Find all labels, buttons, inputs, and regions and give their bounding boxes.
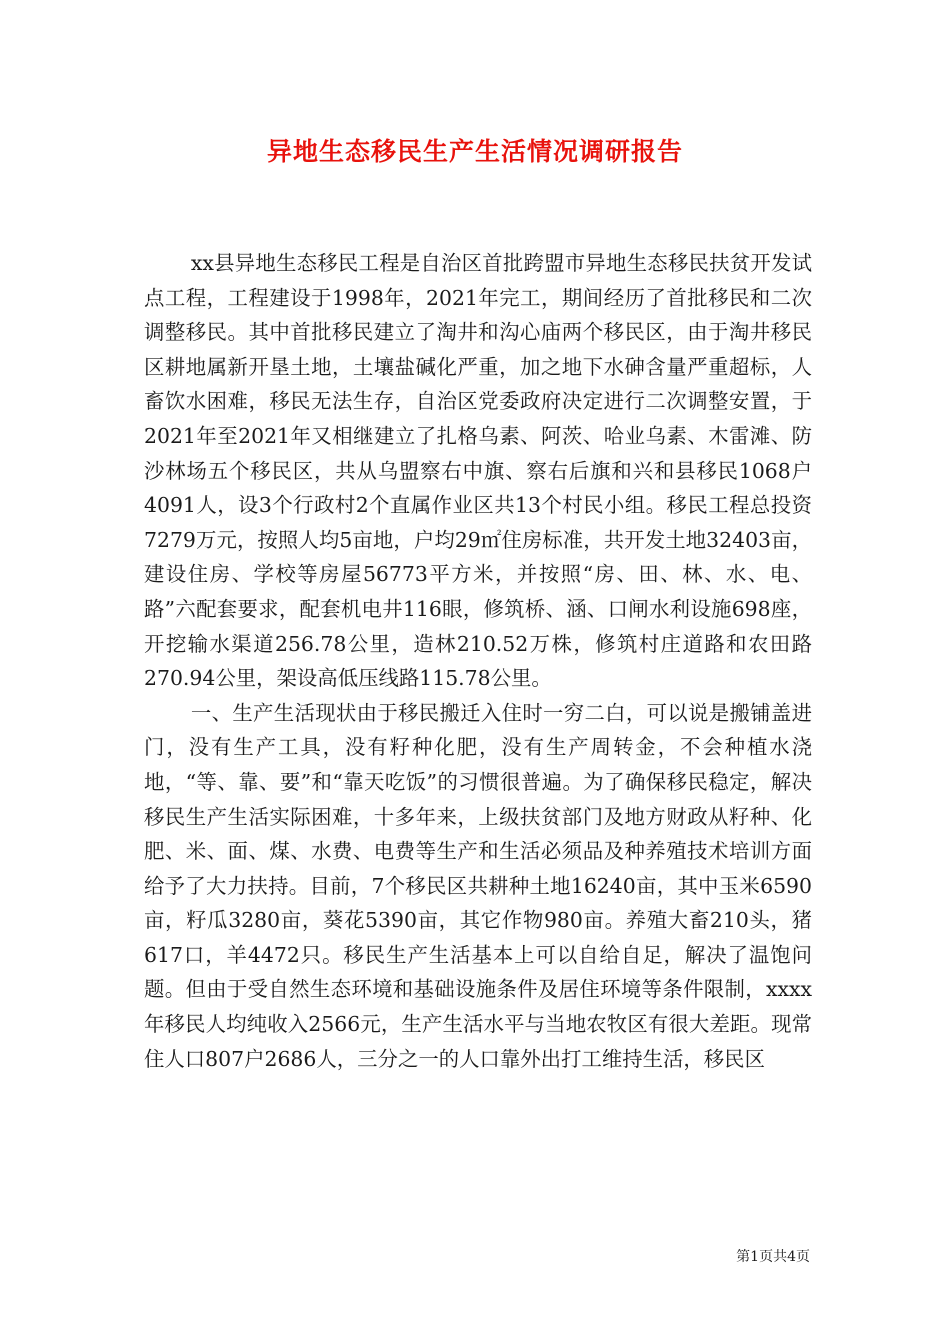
page-number: 第1页共4页: [736, 1249, 810, 1265]
document-title: 异地生态移民生产生活情况调研报告: [266, 137, 683, 166]
paragraph-1: xx县异地生态移民工程是自治区首批跨盟市异地生态移民扶贫开发试点工程，工程建设于1998年，2021年完工，期间经历了首批移民和二次调整移民。其中首批移民建立了淘井和沟心庙两个移民区，由于淘井移民区耕地属新开垦土地，土壤盐碱化严重，加之地下水砷含量严重超标，人畜饮水困难，移民无法生存，自治区党委政府决定进行二次调整安置，于2021年至2021年又相继建立了扎格乌素、阿茨、哈业乌素、木雷滩、防沙林场五个移民区，共从乌盟察右中旗、察右后旗和兴和县移民1068户4091人，设3个行政村2个直属作业区共13个村民小组。移民工程总投资7279万元，按照人均5亩地，户均29㎡住房标准，共开发土地32403亩，建设住房、学校等房屋56773平方米，并按照“房、田、林、水、电、路”六配套要求，配套机电井116眼，修筑桥、涵、口闸水利设施698座，开挖输水渠道256.78公里，造林210.52万株，修筑村庄道路和农田路270.94公里，架设高低压线路115.78公里。: [144, 251, 812, 691]
document-body: [144, 246, 812, 1076]
paragraph-2: 一、生产生活现状由于移民搬迁入住时一穷二白，可以说是搬铺盖进门，没有生产工具，没有籽种化肥，没有生产周转金，不会种植水浇地，“等、靠、要”和“靠天吃饭”的习惯很普遍。为了确保移民稳定，解决移民生产生活实际困难，十多年来，上级扶贫部门及地方财政从籽种、化肥、米、面、煤、水费、电费等生产和生活必须品及种养殖技术培训方面给予了大力扶持。目前，7个移民区共耕种土地16240亩，其中玉米6590亩，籽瓜3280亩，葵花5390亩，其它作物980亩。养殖大畜210头，猪617口，羊4472只。移民生产生活基本上可以自给自足，解决了温饱问题。但由于受自然生态环境和基础设施条件及居住环境等条件限制，xxxx年移民人均纯收入2566元，生产生活水平与当地农牧区有很大差距。现常住人口807户2686人，三分之一的人口靠外出打工维持生活，移民区: [144, 700, 812, 1071]
